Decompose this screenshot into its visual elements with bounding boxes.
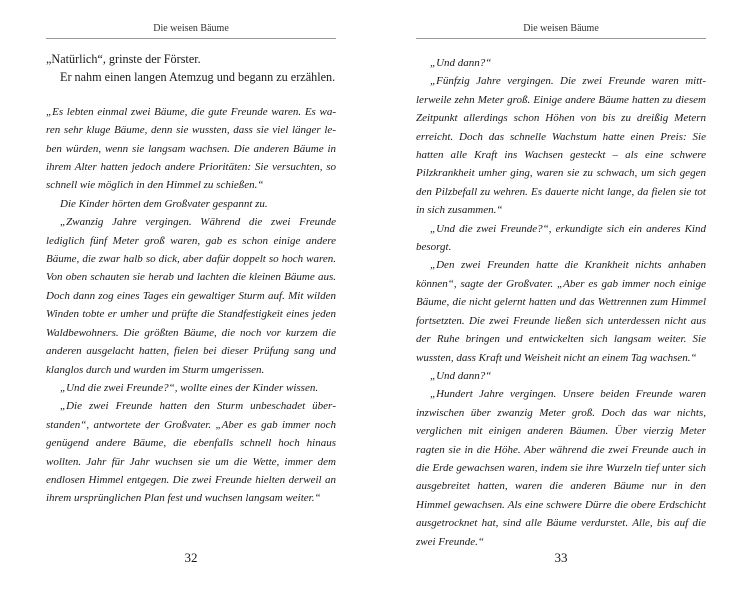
section-gap xyxy=(46,87,336,103)
right-page xyxy=(416,0,706,594)
intro-line: „Natürlich“, grinste der Förster. xyxy=(46,52,201,66)
running-header: Die weisen Bäume xyxy=(523,23,599,34)
paragraph: „Und die zwei Freunde?“, erkundigte sich ein anderes Kind besorgt. xyxy=(416,222,706,254)
running-header: Die weisen Bäume xyxy=(153,23,229,34)
paragraph: „Hundert Jahre vergingen. Unsere beiden Freunde waren inzwischen über zwanzig Meter groß. Doch das war nichts, verglichen mit einigen anderen Bäumen. Über vierzig Meter ragten sie in die Höhe. Aber während die zwei Freunde auch in die Erde gewachsen waren, indem sie ihre Wurzeln tief unter sich ausgebreitet hatten, waren die anderen Bäume nur in den Himmel gewachsen. Als eine schwere Dürre die obere Erdschicht ausgetrocknet hat, sind alle Bäume verdurstet. Alle, bis auf die zwei Freunde.“ xyxy=(416,388,706,548)
paragraph: „Den zwei Freunden hatte die Krankheit nichts anhaben können“, sagte der Großvater. „Aber es gab immer noch einige Bäume, die nicht gelernt hatten und das Wettrennen zum Himmel fortsetzten. Die zwei Freunde ließen sich unterdessen nicht aus der Ruhe bringen und entwickelten sich langsam weiter. Sie wussten, dass Kraft und Weisheit nicht an einem Tag wachsen.“ xyxy=(416,259,706,364)
page-body xyxy=(46,50,336,508)
intro-line: Er nahm einen langen Atemzug und begann zu erzählen. xyxy=(60,70,336,85)
header-rule xyxy=(46,38,336,39)
paragraph: „Zwanzig Jahre vergingen. Während die zwei Freunde lediglich fünf Meter groß waren, gab es schon einige andere Bäume, die zwar halb so dick, aber dafür doppelt so hoch waren. Von oben schauten sie herab und lachten die kleinen Bäume aus. Doch dann zog eines Tages ein gewaltiger Sturm auf. Mit wilden Winden tobte er umher und prüfte die Standfestigkeit eines jeden Waldbewohners. Die größten Bäume, die noch vor kurzem die anderen ausgelacht hatten, fielen bei dieser Prüfung sang und klanglos durch und wurden im Sturm umgerissen. xyxy=(46,216,336,376)
paragraph: „Es lebten einmal zwei Bäume, die gute Freunde waren. Es waren sehr kluge Bäume, denn sie wussten, dass sie viel länger leben würden, wenn sie langsam wachsen. Die anderen Bäume in ihrem Alter hatten jedoch andere Prioritäten: Sie versuchten, so schnell wie möglich in den Himmel zu schießen.“ xyxy=(46,105,336,192)
paragraph: Die Kinder hörten dem Großvater gespannt zu. xyxy=(60,197,268,210)
paragraph: „Und die zwei Freunde?“, wollte eines der Kinder wissen. xyxy=(60,381,319,394)
paragraph: „Und dann?“ xyxy=(430,369,492,382)
page-number: 32 xyxy=(184,550,198,565)
page-body xyxy=(416,54,706,551)
left-page xyxy=(46,0,336,594)
paragraph: „Und dann?“ xyxy=(430,57,492,69)
paragraph: „Die zwei Freunde hatten den Sturm unbeschadet überstanden“, antwortete der Großvater. „Aber es gab immer noch genügend andere Bäume, die ebenfalls schnell hoch hinaus wollten. Jahr für Jahr wuchsen sie um die Wette, immer dem endlosen Himmel entgegen. Die zwei Freunde hielten derweil an ihrem ursprünglichen Plan fest und wuchsen langsam weiter.“ xyxy=(46,400,336,505)
header-rule xyxy=(416,38,706,39)
page-number: 33 xyxy=(554,550,568,565)
paragraph: „Fünfzig Jahre vergingen. Die zwei Freunde waren mittlerweile zehn Meter groß. Einige andere Bäume hatten zu diesem Zeitpunkt allerdings schon Höhen von bis zu dreißig Metern erreicht. Doch das schnelle Wachstum hatte einen Preis: Sie hatten alle Kraft ins Wachsen gesteckt – als eine schwere Pilzkrankheit umher ging, waren sie zu schwach, um sich gegen den Pilzbefall zu wehren. Es dauerte nicht lange, da fielen sie tot in sich zusammen.“ xyxy=(416,75,706,217)
